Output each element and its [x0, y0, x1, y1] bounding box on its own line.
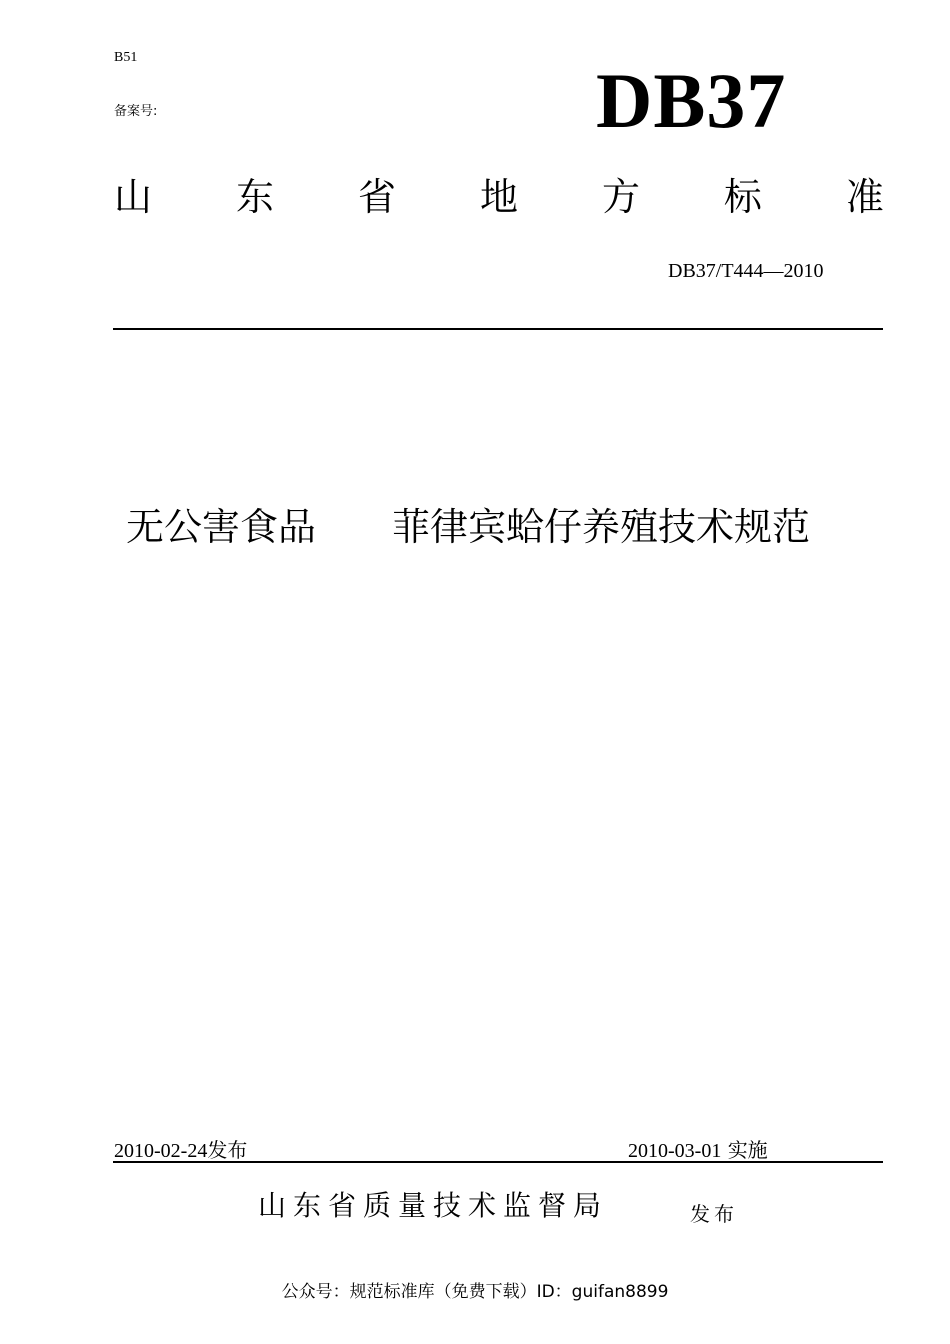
standard-type-heading [114, 175, 884, 219]
standard-type-char: 山 [114, 175, 153, 219]
footer-note: 公众号：规范标准库（免费下载）ID：guifan8899 [281, 1282, 669, 1302]
standard-number: DB37/T444—2010 [668, 260, 824, 282]
implementation-date: 2010-03-01 [628, 1140, 722, 1162]
publisher-name: 山东省质量技术监督局 [258, 1189, 609, 1222]
top-divider [113, 328, 883, 330]
standard-type-char: 东 [235, 175, 274, 219]
classification-code: B51 [114, 50, 138, 65]
standard-code-logo: DB37 [596, 57, 787, 144]
standard-type-char: 标 [723, 175, 762, 219]
document-title: 无公害食品 菲律宾蛤仔养殖技术规范 [126, 505, 811, 549]
issue-date-line [114, 1134, 247, 1163]
record-number-label: 备案号: [114, 104, 158, 119]
bottom-divider [113, 1161, 883, 1163]
issue-date: 2010-02-24 [114, 1140, 208, 1162]
issue-label: 发布 [207, 1138, 248, 1162]
implementation-label: 实施 [727, 1138, 768, 1162]
publisher-action: 发布 [690, 1202, 738, 1226]
standard-type-char: 地 [479, 175, 518, 219]
implementation-date-line [628, 1134, 768, 1163]
standard-type-char: 方 [601, 175, 640, 219]
standard-type-char: 省 [357, 175, 396, 219]
standard-type-char: 准 [845, 175, 884, 219]
